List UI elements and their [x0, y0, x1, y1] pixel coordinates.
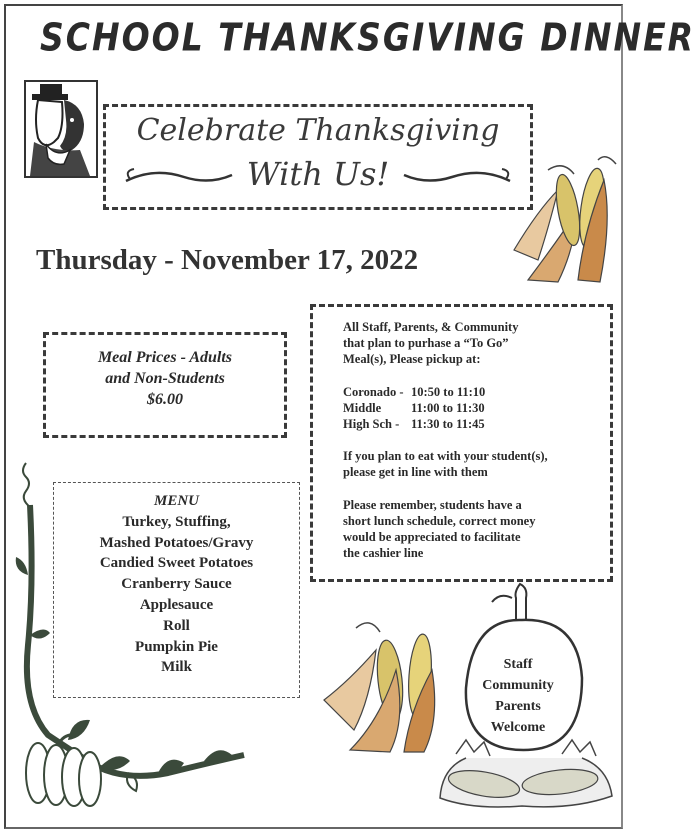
menu-item: Mashed Potatoes/Gravy	[99, 534, 254, 551]
page-title: SCHOOL THANKSGIVING DINNER	[40, 15, 695, 60]
schedule-place: Middle	[343, 400, 382, 415]
menu-item: Applesauce	[139, 596, 214, 613]
meal-prices-box	[43, 332, 287, 438]
info-remember-line: would be appreciated to facilitate	[343, 530, 521, 545]
info-eat-line: If you plan to eat with your student(s),	[343, 449, 548, 464]
menu-item: Pumpkin Pie	[135, 638, 218, 655]
celebrate-banner	[103, 104, 533, 210]
schedule-place: Coronado -	[343, 384, 404, 399]
schedule-row	[343, 400, 600, 416]
welcome-message	[468, 654, 568, 738]
menu-item: Cranberry Sauce	[121, 576, 232, 593]
schedule-place: High Sch -	[343, 417, 400, 432]
menu-heading: MENU	[153, 493, 199, 509]
vine-icon	[8, 455, 258, 825]
info-intro-line: that plan to purhase a “To Go”	[343, 336, 509, 351]
prices-line-2: and Non-Students	[105, 370, 225, 387]
prices-line-1: Meal Prices - Adults	[97, 349, 233, 366]
info-intro-line: All Staff, Parents, & Community	[343, 320, 519, 334]
banner-line-1: Celebrate Thanksgiving	[136, 113, 500, 148]
banner-line-2: With Us!	[246, 155, 390, 193]
info-eat-line: please get in line with them	[343, 465, 488, 480]
info-remember-line: the cashier line	[343, 546, 424, 561]
corn-icon	[508, 150, 624, 290]
right-flourish-icon	[402, 161, 512, 191]
menu-item: Roll	[163, 617, 190, 634]
info-remember-line: Please remember, students have a	[343, 497, 522, 512]
info-remember-line: short lunch schedule, correct money	[343, 513, 536, 528]
welcome-line: Staff	[503, 657, 533, 672]
schedule-time: 10:50 to 11:10	[411, 384, 486, 399]
welcome-line: Welcome	[490, 720, 546, 735]
welcome-line: Parents	[495, 699, 541, 714]
price-value: $6.00	[147, 391, 183, 408]
schedule-time: 11:00 to 11:30	[411, 400, 485, 415]
menu-item: Candied Sweet Potatoes	[99, 555, 254, 572]
info-intro-line: Meal(s), Please pickup at:	[343, 352, 481, 367]
schedule-row	[343, 416, 600, 432]
welcome-line: Community	[482, 678, 554, 693]
schedule-time: 11:30 to 11:45	[411, 417, 485, 432]
menu-item: Turkey, Stuffing,	[122, 513, 231, 530]
schedule-row	[343, 384, 600, 400]
pickup-info-box	[310, 304, 613, 582]
menu-item: Milk	[161, 659, 192, 676]
corn-icon	[320, 610, 448, 755]
event-date: Thursday - November 17, 2022	[36, 244, 419, 276]
pilgrim-portrait	[24, 80, 98, 178]
